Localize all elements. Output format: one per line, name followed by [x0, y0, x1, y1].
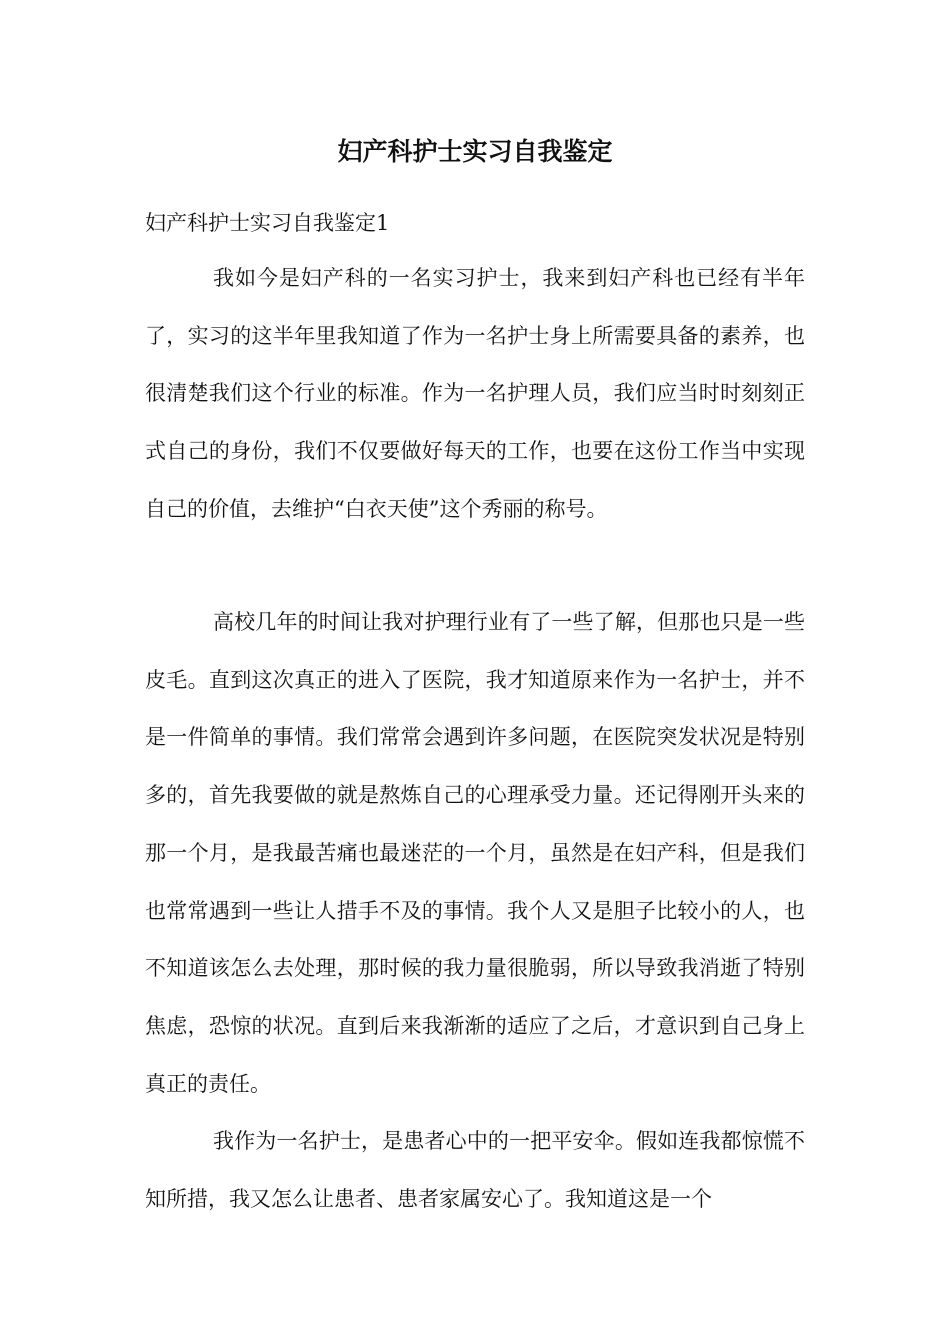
paragraph-1: 我如今是妇产科的一名实习护士，我来到妇产科也已经有半年了，实习的这半年里我知道了作为一名护士身上所需要具备的素养，也很清楚我们这个行业的标准。作为一名护理人员，我们应当时时刻刻正式自己的身份，我们不仅要做好每天的工作，也要在这份工作当中实现自己的价值，去维护“白衣天使”这个秀丽的称号。: [145, 266, 805, 521]
paragraph-3: 我作为一名护士，是患者心中的一把平安伞。假如连我都惊慌不知所措，我又怎么让患者、患者家属安心了。我知道这是一个: [145, 1129, 805, 1211]
paragraph-2: 高校几年的时间让我对护理行业有了一些了解，但那也只是一些皮毛。直到这次真正的进入了医院，我才知道原来作为一名护士，并不是一件简单的事情。我们常常会遇到许多问题，在医院突发状况是特别多的，首先我要做的就是熬炼自己的心理承受力量。还记得刚开头来的那一个月，是我最苦痛也最迷茫的一个月，虽然是在妇产科，但是我们也常常遇到一些让人措手不及的事情。我个人又是胆子比较小的人，也不知道该怎么去处理，那时候的我力量很脆弱，所以导致我消逝了特别焦虑，恐惊的状况。直到后来我渐渐的适应了之后，才意识到自己身上真正的责任。: [145, 610, 805, 1096]
document-title: 妇产科护士实习自我鉴定: [337, 137, 613, 166]
section-heading: 妇产科护士实习自我鉴定1: [145, 211, 390, 235]
